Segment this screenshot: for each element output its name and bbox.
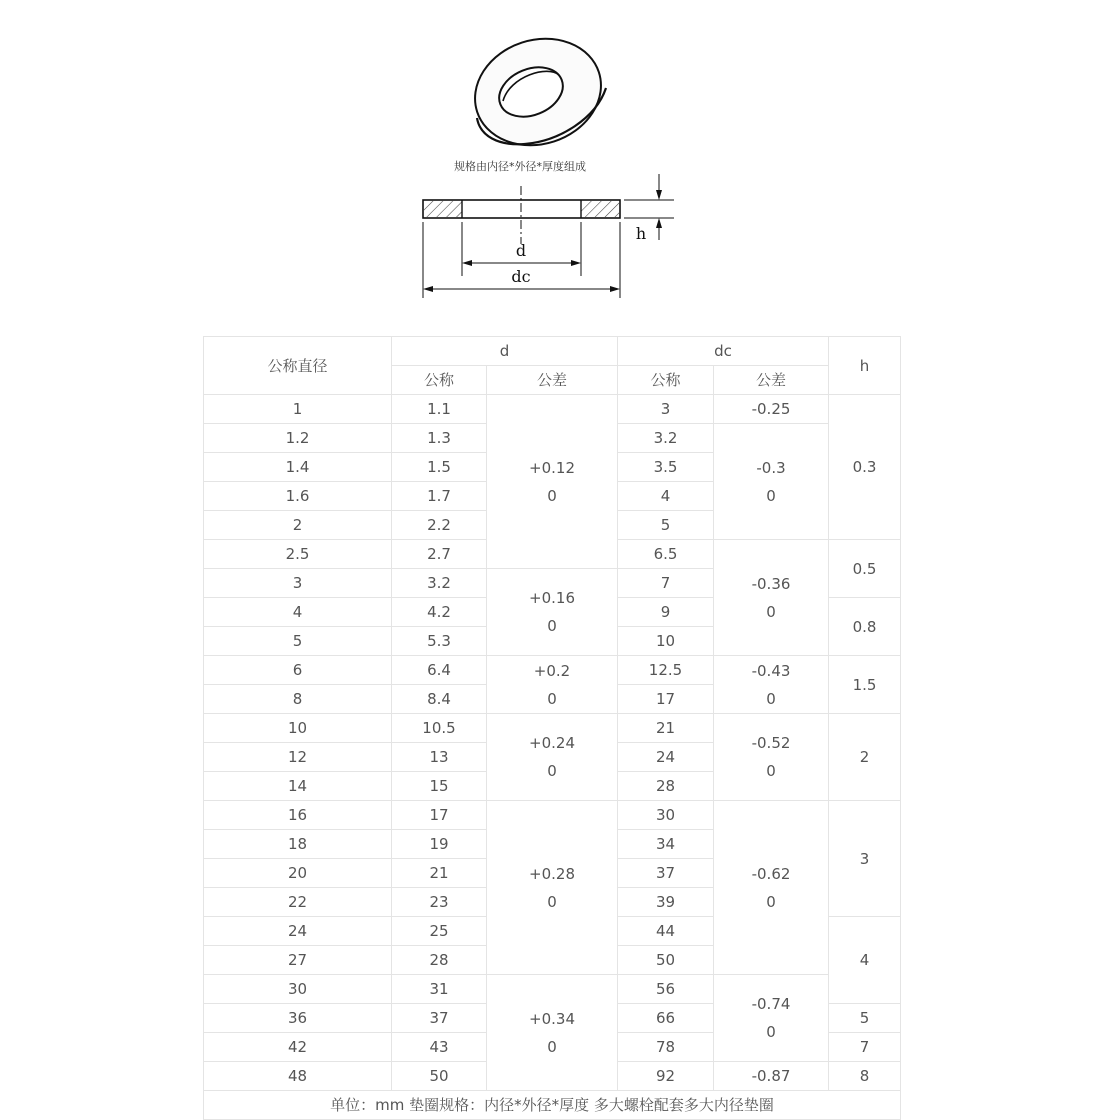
tolerance-lower: 0: [766, 892, 776, 911]
nominal-diameter-cell: 6: [204, 656, 392, 685]
tolerance-upper: -0.3: [756, 458, 786, 477]
dc-nominal-cell: 3.5: [618, 453, 714, 482]
tolerance-lower: 0: [766, 1023, 776, 1041]
tolerance-upper: +0.2: [533, 661, 571, 680]
h-thickness-cell: 8: [829, 1062, 901, 1091]
d-nominal-cell: 2.7: [392, 540, 487, 569]
dc-nominal-cell: 21: [618, 714, 714, 743]
dc-nominal-cell: 6.5: [618, 540, 714, 569]
subheader-d-tolerance: 公差: [487, 366, 618, 395]
dc-tolerance-cell: [714, 395, 829, 424]
d-nominal-cell: 1.3: [392, 424, 487, 453]
header-h: h: [829, 337, 901, 395]
dc-nominal-cell: 37: [618, 859, 714, 888]
nominal-diameter-cell: 14: [204, 772, 392, 801]
table-header-row: [204, 337, 901, 366]
washer-3d-illustration: [461, 23, 615, 161]
nominal-diameter-cell: 12: [204, 743, 392, 772]
h-thickness-cell: 1.5: [829, 656, 901, 714]
h-thickness-cell: 0.8: [829, 598, 901, 656]
nominal-diameter-cell: 3: [204, 569, 392, 598]
nominal-diameter-cell: 5: [204, 627, 392, 656]
h-thickness-cell: 3: [829, 801, 901, 917]
table-body: [204, 395, 901, 1091]
tolerance-upper: -0.52: [751, 734, 791, 752]
d-nominal-cell: 3.2: [392, 569, 487, 598]
d-tolerance-cell: [487, 801, 618, 975]
h-thickness-cell: 7: [829, 1033, 901, 1062]
tolerance-lower: 0: [766, 762, 776, 780]
nominal-diameter-cell: 10: [204, 714, 392, 743]
d-nominal-cell: 8.4: [392, 685, 487, 714]
d-nominal-cell: 1.1: [392, 395, 487, 424]
dc-nominal-cell: 12.5: [618, 656, 714, 685]
tolerance-lower: 0: [547, 1037, 557, 1056]
table-row: [204, 656, 901, 685]
d-nominal-cell: 21: [392, 859, 487, 888]
tolerance-lower: 0: [547, 486, 557, 505]
tolerance-lower: 0: [766, 486, 776, 505]
dc-tolerance-cell: [714, 1062, 829, 1091]
dc-tolerance-cell: [714, 540, 829, 656]
tolerance-lower: 0: [547, 617, 557, 635]
tolerance-upper: +0.16: [529, 589, 575, 607]
drawing-caption: 规格由内径*外径*厚度组成: [454, 160, 586, 173]
header-nominal-diameter: 公称直径: [204, 337, 392, 395]
tolerance-upper: -0.36: [751, 574, 791, 593]
tolerance-lower: 0: [547, 689, 557, 708]
nominal-diameter-cell: 48: [204, 1062, 392, 1091]
dc-nominal-cell: 3.2: [618, 424, 714, 453]
nominal-diameter-cell: 16: [204, 801, 392, 830]
dc-nominal-cell: 39: [618, 888, 714, 917]
h-thickness-cell: 2: [829, 714, 901, 801]
tolerance-upper: +0.12: [529, 458, 575, 477]
tolerance-lower: 0: [766, 602, 776, 621]
tolerance-upper: +0.28: [529, 864, 575, 883]
nominal-diameter-cell: 36: [204, 1004, 392, 1033]
washer-cross-section: [423, 186, 620, 244]
h-thickness-cell: 4: [829, 917, 901, 1004]
dc-nominal-cell: 10: [618, 627, 714, 656]
dc-nominal-cell: 56: [618, 975, 714, 1004]
h-thickness-cell: 0.5: [829, 540, 901, 598]
nominal-diameter-cell: 1: [204, 395, 392, 424]
header-d: d: [392, 337, 618, 366]
dc-nominal-cell: 24: [618, 743, 714, 772]
tolerance-upper: +0.34: [529, 1009, 575, 1028]
dc-tolerance-cell: [714, 801, 829, 975]
subheader-dc-tolerance: 公差: [714, 366, 829, 395]
dc-nominal-cell: 17: [618, 685, 714, 714]
subheader-dc-nominal: 公称: [618, 366, 714, 395]
nominal-diameter-cell: 4: [204, 598, 392, 627]
d-nominal-cell: 10.5: [392, 714, 487, 743]
d-tolerance-cell: [487, 656, 618, 714]
table-footer-row: [204, 1091, 901, 1120]
dc-nominal-cell: 7: [618, 569, 714, 598]
d-nominal-cell: 28: [392, 946, 487, 975]
d-tolerance-cell: [487, 395, 618, 569]
dc-nominal-cell: 5: [618, 511, 714, 540]
nominal-diameter-cell: 1.4: [204, 453, 392, 482]
header-dc: dc: [618, 337, 829, 366]
d-tolerance-cell: [487, 569, 618, 656]
d-nominal-cell: 43: [392, 1033, 487, 1062]
dc-nominal-cell: 44: [618, 917, 714, 946]
d-nominal-cell: 1.5: [392, 453, 487, 482]
dim-label-d: d: [515, 241, 527, 260]
d-nominal-cell: 13: [392, 743, 487, 772]
dc-nominal-cell: 50: [618, 946, 714, 975]
subheader-d-nominal: 公称: [392, 366, 487, 395]
tolerance-upper: -0.62: [751, 864, 791, 883]
tolerance-lower: 0: [547, 762, 557, 780]
dc-nominal-cell: 30: [618, 801, 714, 830]
nominal-diameter-cell: 2: [204, 511, 392, 540]
d-nominal-cell: 37: [392, 1004, 487, 1033]
nominal-diameter-cell: 1.6: [204, 482, 392, 511]
d-nominal-cell: 4.2: [392, 598, 487, 627]
nominal-diameter-cell: 24: [204, 917, 392, 946]
d-nominal-cell: 15: [392, 772, 487, 801]
dc-tolerance-cell: [714, 424, 829, 540]
table-row: [204, 975, 901, 1004]
dc-nominal-cell: 4: [618, 482, 714, 511]
dc-tolerance-cell: [714, 656, 829, 714]
nominal-diameter-cell: 18: [204, 830, 392, 859]
d-nominal-cell: 25: [392, 917, 487, 946]
dc-nominal-cell: 3: [618, 395, 714, 424]
table-row: [204, 801, 901, 830]
d-nominal-cell: 17: [392, 801, 487, 830]
washer-spec-table: [203, 336, 901, 1120]
dc-nominal-cell: 66: [618, 1004, 714, 1033]
tolerance-upper: -0.87: [751, 1067, 791, 1085]
washer-drawing: [0, 0, 1100, 320]
tolerance-lower: 0: [547, 892, 557, 911]
table-row: [204, 395, 901, 424]
tolerance-upper: -0.74: [751, 995, 791, 1013]
nominal-diameter-cell: 2.5: [204, 540, 392, 569]
dc-nominal-cell: 34: [618, 830, 714, 859]
nominal-diameter-cell: 22: [204, 888, 392, 917]
d-nominal-cell: 1.7: [392, 482, 487, 511]
nominal-diameter-cell: 30: [204, 975, 392, 1004]
table-footer-note: 单位：mm 垫圈规格：内径*外径*厚度 多大螺栓配套多大内径垫圈: [204, 1091, 901, 1120]
tolerance-upper: -0.25: [751, 400, 791, 418]
nominal-diameter-cell: 1.2: [204, 424, 392, 453]
dc-tolerance-cell: [714, 975, 829, 1062]
d-tolerance-cell: [487, 714, 618, 801]
nominal-diameter-cell: 27: [204, 946, 392, 975]
nominal-diameter-cell: 20: [204, 859, 392, 888]
d-tolerance-cell: [487, 975, 618, 1091]
dim-label-dc: dc: [511, 267, 531, 286]
nominal-diameter-cell: 42: [204, 1033, 392, 1062]
h-thickness-cell: 5: [829, 1004, 901, 1033]
tolerance-upper: -0.43: [751, 661, 791, 680]
d-nominal-cell: 5.3: [392, 627, 487, 656]
d-nominal-cell: 23: [392, 888, 487, 917]
dc-nominal-cell: 92: [618, 1062, 714, 1091]
dc-nominal-cell: 9: [618, 598, 714, 627]
d-nominal-cell: 19: [392, 830, 487, 859]
dc-nominal-cell: 78: [618, 1033, 714, 1062]
d-nominal-cell: 2.2: [392, 511, 487, 540]
dim-label-h: h: [635, 224, 647, 243]
nominal-diameter-cell: 8: [204, 685, 392, 714]
d-nominal-cell: 31: [392, 975, 487, 1004]
tolerance-lower: 0: [766, 689, 776, 708]
table-row: [204, 714, 901, 743]
dc-nominal-cell: 28: [618, 772, 714, 801]
d-nominal-cell: 50: [392, 1062, 487, 1091]
h-thickness-cell: 0.3: [829, 395, 901, 540]
tolerance-upper: +0.24: [529, 734, 575, 752]
d-nominal-cell: 6.4: [392, 656, 487, 685]
dc-tolerance-cell: [714, 714, 829, 801]
